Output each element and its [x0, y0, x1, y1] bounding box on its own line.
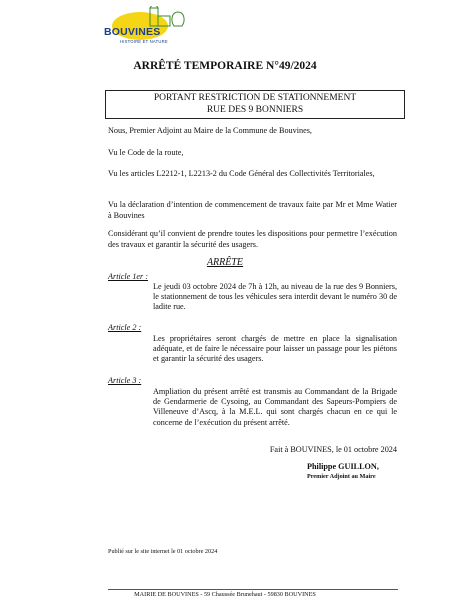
document-title: ARRÊTÉ TEMPORAIRE N°49/2024: [133, 60, 317, 72]
article-2-label: Article 2 :: [108, 323, 142, 332]
article-3-text: Ampliation du présent arrêté est transmis au Commandant de la Brigade de Gendarmerie de Cysoing, au Commandant des Sapeurs-Pompiers de Villeneuve d’Ascq, à la M.E.L. qui sont chargés chacun en ce qui le concerne de l’exécution du présent arrêté.: [153, 387, 397, 427]
preamble-considerant: Considérant qu’il convient de prendre toutes les dispositions pour permettre l’exécution des travaux et garantir la sécurité des usagers.: [108, 229, 397, 249]
logo-tagline: HISTOIRE ET NATURE: [120, 39, 168, 44]
article-3-label: Article 3 :: [108, 376, 142, 385]
footer-address: MAIRIE DE BOUVINES - 59 Chaussée Brunehaut - 59830 BOUVINES: [134, 591, 316, 598]
publication-note: Publié sur le site internet le 01 octobre 2024: [108, 548, 218, 555]
subject-line-2: RUE DES 9 BONNIERS: [206, 105, 304, 115]
subject-box: [105, 90, 405, 119]
fait-a-line: Fait à BOUVINES, le 01 octobre 2024: [269, 445, 397, 454]
logo-tree: [172, 12, 184, 26]
signatory-title: Premier Adjoint au Maire: [307, 473, 376, 480]
footer-divider: [108, 589, 398, 590]
signatory-name: Philippe GUILLON,: [307, 462, 379, 471]
article-2-text: Les propriétaires seront chargés de mettre en place la signalisation adéquate, et de faire le nécessaire pour laisser un passage pour les piétons et garantir la sécurité des usagers.: [153, 334, 397, 364]
arrete-heading: ARRÊTE: [206, 257, 244, 268]
preamble-nous: Nous, Premier Adjoint au Maire de la Commune de Bouvines,: [108, 126, 312, 135]
preamble-code-route: Vu le Code de la route,: [108, 148, 184, 157]
subject-line-1: PORTANT RESTRICTION DE STATIONNEMENT: [153, 93, 357, 103]
preamble-declaration: Vu la déclaration d’intention de commencement de travaux faite par Mr et Mme Watier à Bouvines: [108, 200, 397, 220]
article-1-text: Le jeudi 03 octobre 2024 de 7h à 12h, au niveau de la rue des 9 Bonniers, le stationnement de tous les véhicules sera interdit devant le numéro 30 de ladite rue.: [153, 282, 397, 312]
logo-name: BOUVINES: [104, 26, 161, 38]
preamble-articles: Vu les articles L2212-1, L2213-2 du Code Général des Collectivités Territoriales,: [108, 169, 375, 178]
article-1-label: Article 1er :: [108, 272, 149, 281]
logo-church-spire: [150, 6, 158, 8]
